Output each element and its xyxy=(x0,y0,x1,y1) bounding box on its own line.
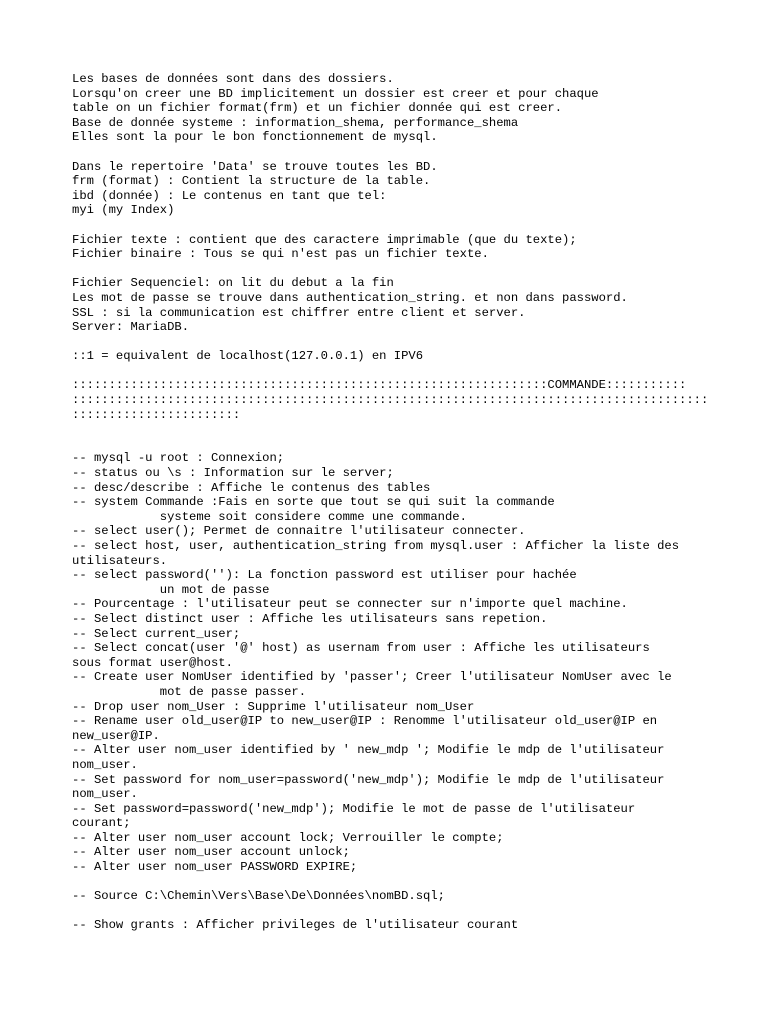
text-line: Elles sont la pour le bon fonctionnement de mysql. xyxy=(72,130,438,145)
text-line xyxy=(72,145,712,160)
text-line: utilisateurs. xyxy=(72,553,168,568)
text-line: nom_user. xyxy=(72,757,138,772)
text-line: Fichier binaire : Tous se qui n'est pas un fichier texte. xyxy=(72,247,489,262)
text-line: -- Set password for nom_user=password('new_mdp'); Modifie le mdp de l'utilisateur xyxy=(72,772,665,787)
text-line xyxy=(72,218,712,233)
document-page xyxy=(72,72,712,933)
text-line: Fichier texte : contient que des caractere imprimable (que du texte); xyxy=(72,232,577,247)
text-line: new_user@IP. xyxy=(72,728,160,743)
text-line: -- system Commande :Fais en sorte que tout se qui suit la commande xyxy=(72,495,555,510)
text-line: -- Create user NomUser identified by 'passer'; Creer l'utilisateur NomUser avec le xyxy=(72,670,672,685)
text-line: mot de passe passer. xyxy=(72,684,307,699)
text-line: -- Alter user nom_user identified by ' new_mdp '; Modifie le mdp de l'utilisateur xyxy=(72,743,665,758)
text-line: courant; xyxy=(72,816,131,831)
text-line: -- select password(''): La fonction password est utiliser pour hachée xyxy=(72,568,577,583)
text-line: Fichier Sequenciel: on lit du debut a la fin xyxy=(72,276,394,291)
text-line: SSL : si la communication est chiffrer entre client et server. xyxy=(72,305,526,320)
text-line: -- desc/describe : Affiche le contenus des tables xyxy=(72,480,431,495)
text-line: Dans le repertoire 'Data' se trouve toutes les BD. xyxy=(72,159,438,174)
text-line: sous format user@host. xyxy=(72,655,233,670)
text-line xyxy=(72,875,712,890)
text-line: -- Rename user old_user@IP to new_user@IP : Renomme l'utilisateur old_user@IP en xyxy=(72,714,658,729)
text-line: myi (my Index) xyxy=(72,203,175,218)
text-line: Les bases de données sont dans des dossiers. xyxy=(72,72,394,86)
text-line: table on un fichier format(frm) et un fichier donnée qui est creer. xyxy=(72,101,563,116)
text-line: frm (format) : Contient la structure de la table. xyxy=(72,174,431,189)
text-line: -- select user(); Permet de connaitre l'utilisateur connecter. xyxy=(72,524,526,539)
text-line: ::::::::::::::::::::::: xyxy=(72,407,241,422)
text-line xyxy=(72,437,712,452)
text-line: ::1 = equivalent de localhost(127.0.0.1) en IPV6 xyxy=(72,349,424,364)
text-line xyxy=(72,422,712,437)
text-line: -- Source C:\Chemin\Vers\Base\De\Données\nomBD.sql; xyxy=(72,889,445,904)
text-line: Server: MariaDB. xyxy=(72,320,190,335)
text-line xyxy=(72,335,712,350)
text-line: ::::::::::::::::::::::::::::::::::::::::::::::::::::::::::::::::::::::::::::::::::::::: xyxy=(72,393,709,408)
text-line xyxy=(72,364,712,379)
text-line: Lorsqu'on creer une BD implicitement un dossier est creer et pour chaque xyxy=(72,86,599,101)
text-line: -- Drop user nom_User : Supprime l'utilisateur nom_User xyxy=(72,699,475,714)
text-line: -- Set password=password('new_mdp'); Modifie le mot de passe de l'utilisateur xyxy=(72,801,636,816)
text-line: -- Show grants : Afficher privileges de l'utilisateur courant xyxy=(72,918,519,933)
text-line: -- status ou \s : Information sur le server; xyxy=(72,466,394,481)
text-line: -- select host, user, authentication_string from mysql.user : Afficher la liste des xyxy=(72,539,680,553)
text-line: -- Alter user nom_user account unlock; xyxy=(72,845,350,860)
text-line: -- Select current_user; xyxy=(72,626,241,641)
text-line: Base de donnée systeme : information_shema, performance_shema xyxy=(72,115,519,130)
text-line: systeme soit considere comme une commande. xyxy=(72,509,467,524)
text-line xyxy=(72,262,712,277)
text-line: -- Select distinct user : Affiche les utilisateurs sans repetion. xyxy=(72,611,548,626)
text-line xyxy=(72,904,712,919)
text-line: nom_user. xyxy=(72,787,138,802)
text-line: -- Alter user nom_user account lock; Verrouiller le compte; xyxy=(72,830,504,845)
text-line: un mot de passe xyxy=(72,582,270,597)
text-line: Les mot de passe se trouve dans authentication_string. et non dans password. xyxy=(72,290,628,305)
text-line: :::::::::::::::::::::::::::::::::::::::::::::::::::::::::::::::::COMMANDE::::::::::: xyxy=(72,378,687,393)
text-line: -- mysql -u root : Connexion; xyxy=(72,451,285,466)
text-line: -- Alter user nom_user PASSWORD EXPIRE; xyxy=(72,860,358,875)
text-line: -- Pourcentage : l'utilisateur peut se connecter sur n'importe quel machine. xyxy=(72,597,628,612)
text-line: -- Select concat(user '@' host) as usernam from user : Affiche les utilisateurs xyxy=(72,641,650,656)
text-line: ibd (donnée) : Le contenus en tant que tel: xyxy=(72,188,387,203)
